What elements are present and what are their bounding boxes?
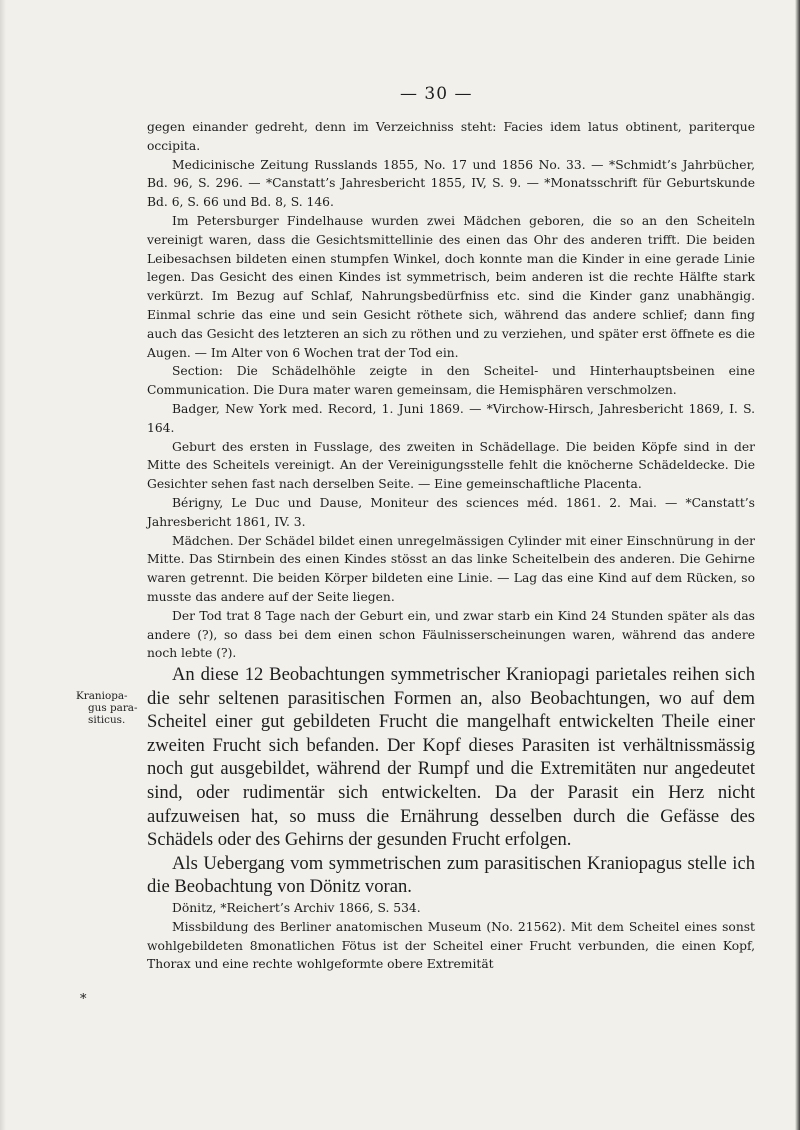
paragraph-transition: Als Uebergang vom symmetrischen zum parasitischen Kraniopagus stelle ich die Beobachtung von Dönitz voran.: [147, 852, 755, 898]
paragraph-death: Der Tod trat 8 Tage nach der Geburt ein, und zwar starb ein Kind 24 Stunden später als das andere (?), so dass bei dem einen schon Fäulnisserscheinungen waren, während das andere noch lebte (?).: [147, 608, 755, 661]
margin-note-line: gus para-: [88, 702, 138, 714]
margin-note-line: siticus.: [88, 714, 126, 726]
page-left-edge: [0, 0, 6, 1130]
margin-note-line: Kraniopa-: [76, 690, 128, 702]
citation-badger: Badger, New York med. Record, 1. Juni 1869. — *Virchow-Hirsch, Jahresbericht 1869, I. S. 164.: [147, 401, 755, 435]
page-right-edge: [795, 0, 800, 1130]
paragraph-case-doenitz: Missbildung des Berliner anatomischen Museum (No. 21562). Mit dem Scheitel eines sonst wohlgebildeten 8monatlichen Fötus ist der Scheitel einer Frucht verbunden, die einen Kopf, Thorax und eine rechte wohlgeformte obere Extremität: [147, 919, 755, 972]
page-number: — 30 —: [400, 84, 473, 104]
margin-asterisk: *: [80, 992, 87, 1007]
paragraph-case-petersburg: Im Petersburger Findelhause wurden zwei Mädchen geboren, die so an den Scheiteln vereinigt waren, dass die Gesichtsmittellinie des einen das Ohr des anderen trifft. Die beiden Leibesachsen bildeten einen stumpfen Winkel, doch konnte man die Kinder in eine gerade Linie legen. Das Gesicht des einen Kindes ist symmetrisch, beim anderen ist die rechte Hälfte stark verkürzt. Im Bezug auf Schlaf, Nahrungsbedürfniss etc. sind die Kinder ganz unabhängig. Einmal schrie das eine und sein Gesicht röthete sich, während das andere schlief; dann fing auch das Gesicht des letzteren an sich zu röthen und zu verziehen, und später erst öffnete es die Augen. — Im Alter von 6 Wochen trat der Tod ein.: [147, 213, 755, 360]
citation-doenitz: Dönitz, *Reichert’s Archiv 1866, S. 534.: [172, 901, 421, 916]
paragraph-parasitic-forms: An diese 12 Beobachtungen symmetrischer Kraniopagi parietales reihen sich die sehr seltenen parasitischen Formen an, also Beobachtungen, wo auf dem Scheitel einer gut gebildeten Frucht die mangelhaft entwickelten Theile einer zweiten Frucht sich befanden. Der Kopf dieses Parasiten ist verhältnissmässig noch gut ausgebildet, während der Rumpf und die Extremitäten nur angedeutet sind, oder rudimentär sich entwickelten. Da der Parasit ein Herz nicht aufzuweisen hat, so muss die Ernährung desselben durch die Gefässe des Schädels oder des Gehirns der gesunden Frucht erfolgen.: [147, 664, 755, 851]
text-column: [147, 118, 755, 974]
citation-berigny: Bérigny, Le Duc und Dause, Moniteur des sciences méd. 1861. 2. Mai. — *Canstatt’s Jahresbericht 1861, IV. 3.: [147, 495, 755, 529]
paragraph-section: Section: Die Schädelhöhle zeigte in den Scheitel- und Hinterhauptsbeinen eine Communication. Die Dura mater waren gemeinsam, die Hemisphären verschmolzen.: [147, 364, 755, 398]
margin-note: [76, 690, 146, 726]
paragraph-case-berigny: Mädchen. Der Schädel bildet einen unregelmässigen Cylinder mit einer Einschnürung in der Mitte. Das Stirnbein des einen Kindes stösst an das linke Scheitelbein des anderen. Die Gehirne waren getrennt. Die beiden Körper bildeten eine Linie. — Lag das eine Kind auf dem Rücken, so musste das andere auf der Seite liegen.: [147, 533, 755, 604]
paragraph-case-badger: Geburt des ersten in Fusslage, des zweiten in Schädellage. Die beiden Köpfe sind in der Mitte des Scheitels vereinigt. An der Vereinigungsstelle fehlt die knöcherne Schädeldecke. Die Gesichter sehen fast nach derselben Seite. — Eine gemeinschaftliche Placenta.: [147, 439, 755, 492]
citation-medicinische-zeitung: Medicinische Zeitung Russlands 1855, No. 17 und 1856 No. 33. — *Schmidt’s Jahrbücher, Bd. 96, S. 296. — *Canstatt’s Jahresbericht 1855, IV, S. 9. — *Monatsschrift für Geburtskunde Bd. 6, S. 66 und Bd. 8, S. 146.: [147, 157, 755, 210]
paragraph-continuation: gegen einander gedreht, denn im Verzeichniss steht: Facies idem latus obtinent, pariterque occipita.: [147, 120, 755, 153]
